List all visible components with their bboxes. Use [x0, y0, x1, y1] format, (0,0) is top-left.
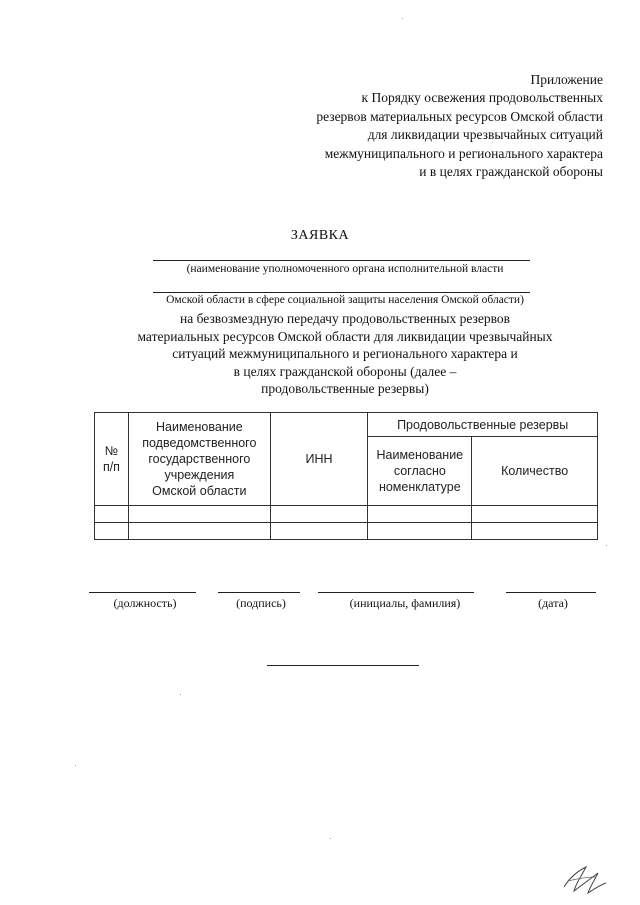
date-caption: (дата) — [538, 596, 568, 610]
authority-fill-line-2[interactable] — [153, 292, 530, 293]
purpose-line: продовольственные резервы) — [261, 381, 429, 396]
header-institution-line: подведомственного — [142, 436, 257, 450]
table-cell[interactable] — [368, 506, 472, 523]
request-table — [94, 412, 598, 540]
table-cell[interactable] — [368, 523, 472, 540]
closing-separator — [267, 665, 419, 666]
initials-caption: (инициалы, фамилия) — [349, 596, 461, 610]
appendix-line: для ликвидации чрезвычайных ситуаций — [367, 127, 603, 143]
table-cell[interactable] — [128, 523, 270, 540]
header-nomenclature-line: номенклатуре — [378, 480, 461, 495]
purpose-line: материальных ресурсов Омской области для ликвидации чрезвычайных — [137, 328, 553, 344]
header-institution-line: учреждения — [164, 468, 235, 482]
authority-fill-line-1[interactable] — [153, 260, 530, 261]
position-caption: (должность) — [113, 596, 177, 610]
document-title: ЗАЯВКА — [290, 228, 350, 243]
header-food-reserves: Продовольственные резервы — [368, 413, 598, 437]
signature-line[interactable] — [218, 592, 300, 593]
table-cell[interactable] — [95, 506, 129, 523]
authority-caption-1: (наименование уполномоченного органа исполнительной власти — [186, 263, 504, 275]
header-number — [95, 413, 129, 506]
scan-speck — [75, 765, 76, 766]
appendix-line: Приложение — [530, 72, 603, 87]
purpose-line: ситуаций межмуниципального и регионального характера и — [172, 346, 518, 361]
initials-line[interactable] — [318, 592, 474, 593]
table-row — [95, 523, 598, 540]
signature-caption: (подпись) — [236, 596, 286, 610]
table-cell[interactable] — [472, 506, 598, 523]
table-cell[interactable] — [128, 506, 270, 523]
scan-speck — [180, 694, 181, 695]
header-number-line: п/п — [102, 460, 120, 474]
table-cell[interactable] — [95, 523, 129, 540]
appendix-header — [183, 71, 603, 181]
date-line[interactable] — [506, 592, 596, 593]
header-name-nomenclature — [368, 437, 472, 506]
appendix-line: и в целях гражданской обороны — [419, 164, 603, 180]
header-institution-line: государственного — [148, 452, 251, 466]
appendix-line: межмуниципального и регионального характера — [324, 145, 603, 161]
header-number-line: № — [104, 444, 119, 458]
table-row — [95, 506, 598, 523]
header-inn: ИНН — [270, 413, 368, 506]
scan-speck — [402, 18, 403, 19]
authority-caption-2: Омской области в сфере социальной защиты населения Омской области) — [166, 294, 524, 306]
header-nomenclature-line: Наименование — [376, 448, 464, 463]
purpose-line: в целях гражданской обороны (далее – — [233, 363, 457, 379]
purpose-paragraph — [0, 310, 640, 398]
purpose-line: на безвозмездную передачу продовольственных резервов — [180, 311, 510, 326]
scan-speck — [330, 838, 331, 839]
header-institution-line: Наименование — [156, 420, 243, 434]
appendix-line: к Порядку освежения продовольственных — [361, 90, 603, 106]
handwritten-mark — [560, 855, 610, 897]
header-quantity: Количество — [472, 437, 598, 506]
table-cell[interactable] — [270, 523, 368, 540]
appendix-line: резервов материальных ресурсов Омской области — [316, 108, 603, 124]
header-institution — [128, 413, 270, 506]
header-nomenclature-line: согласно — [393, 464, 446, 479]
position-line[interactable] — [89, 592, 196, 593]
scan-speck — [606, 545, 607, 546]
header-institution-line: Омской области — [152, 484, 247, 498]
table-cell[interactable] — [472, 523, 598, 540]
table-cell[interactable] — [270, 506, 368, 523]
